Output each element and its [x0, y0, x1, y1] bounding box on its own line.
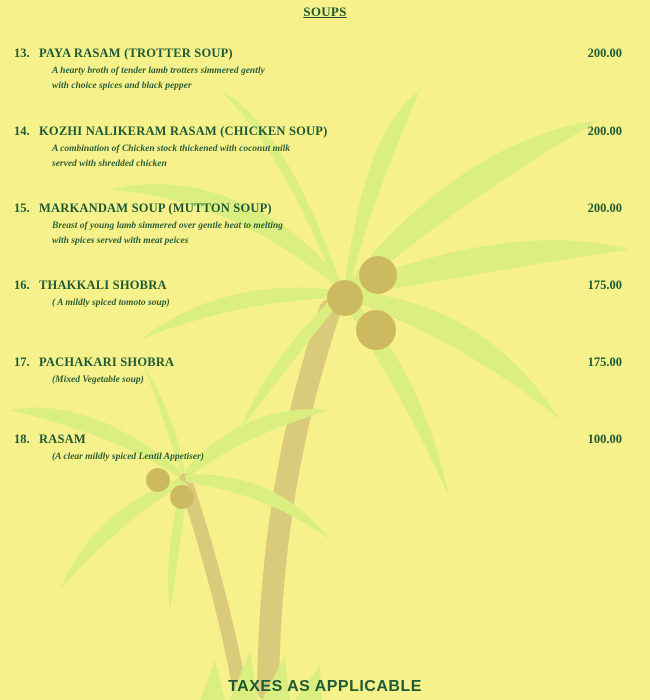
menu-item: [14, 355, 634, 388]
item-price: 200.00: [587, 46, 622, 60]
item-name: THAKKALI SHOBRA: [39, 278, 167, 292]
menu-item: [14, 432, 634, 465]
item-price: 100.00: [587, 432, 622, 446]
menu-item: [14, 124, 634, 172]
item-name: RASAM: [39, 432, 86, 446]
item-price: 200.00: [587, 201, 622, 215]
item-price: 200.00: [587, 124, 622, 138]
item-description: (Mixed Vegetable soup): [52, 375, 144, 385]
menu-item: [14, 278, 634, 311]
menu-item: [14, 201, 634, 249]
item-number: 17.: [14, 355, 30, 369]
section-title: SOUPS: [303, 4, 347, 19]
item-number: 18.: [14, 432, 30, 446]
item-name: MARKANDAM SOUP (MUTTON SOUP): [39, 201, 272, 215]
item-description: (A clear mildly spiced Lentil Appetiser): [52, 452, 204, 462]
item-number: 14.: [14, 124, 30, 138]
item-price: 175.00: [587, 355, 622, 369]
item-description: ( A mildly spiced tomoto soup): [52, 298, 170, 308]
item-description: A combination of Chicken stock thickened with coconut milk served with shredded chicken: [52, 144, 291, 169]
item-name: PAYA RASAM (TROTTER SOUP): [39, 46, 233, 60]
item-number: 16.: [14, 278, 30, 292]
item-name: PACHAKARI SHOBRA: [39, 355, 175, 369]
item-number: 13.: [14, 46, 30, 60]
item-price: 175.00: [587, 278, 622, 292]
item-number: 15.: [14, 201, 30, 215]
taxes-footer: TAXES AS APPLICABLE: [228, 678, 422, 695]
item-description: Breast of young lamb simmered over gentle heat to melting with spices served with meat peices: [52, 221, 283, 246]
item-description: A hearty broth of tender lamb trotters simmered gently with choice spices and black pepper: [52, 66, 265, 91]
item-name: KOZHI NALIKERAM RASAM (CHICKEN SOUP): [39, 124, 328, 138]
menu-item: [14, 46, 634, 94]
